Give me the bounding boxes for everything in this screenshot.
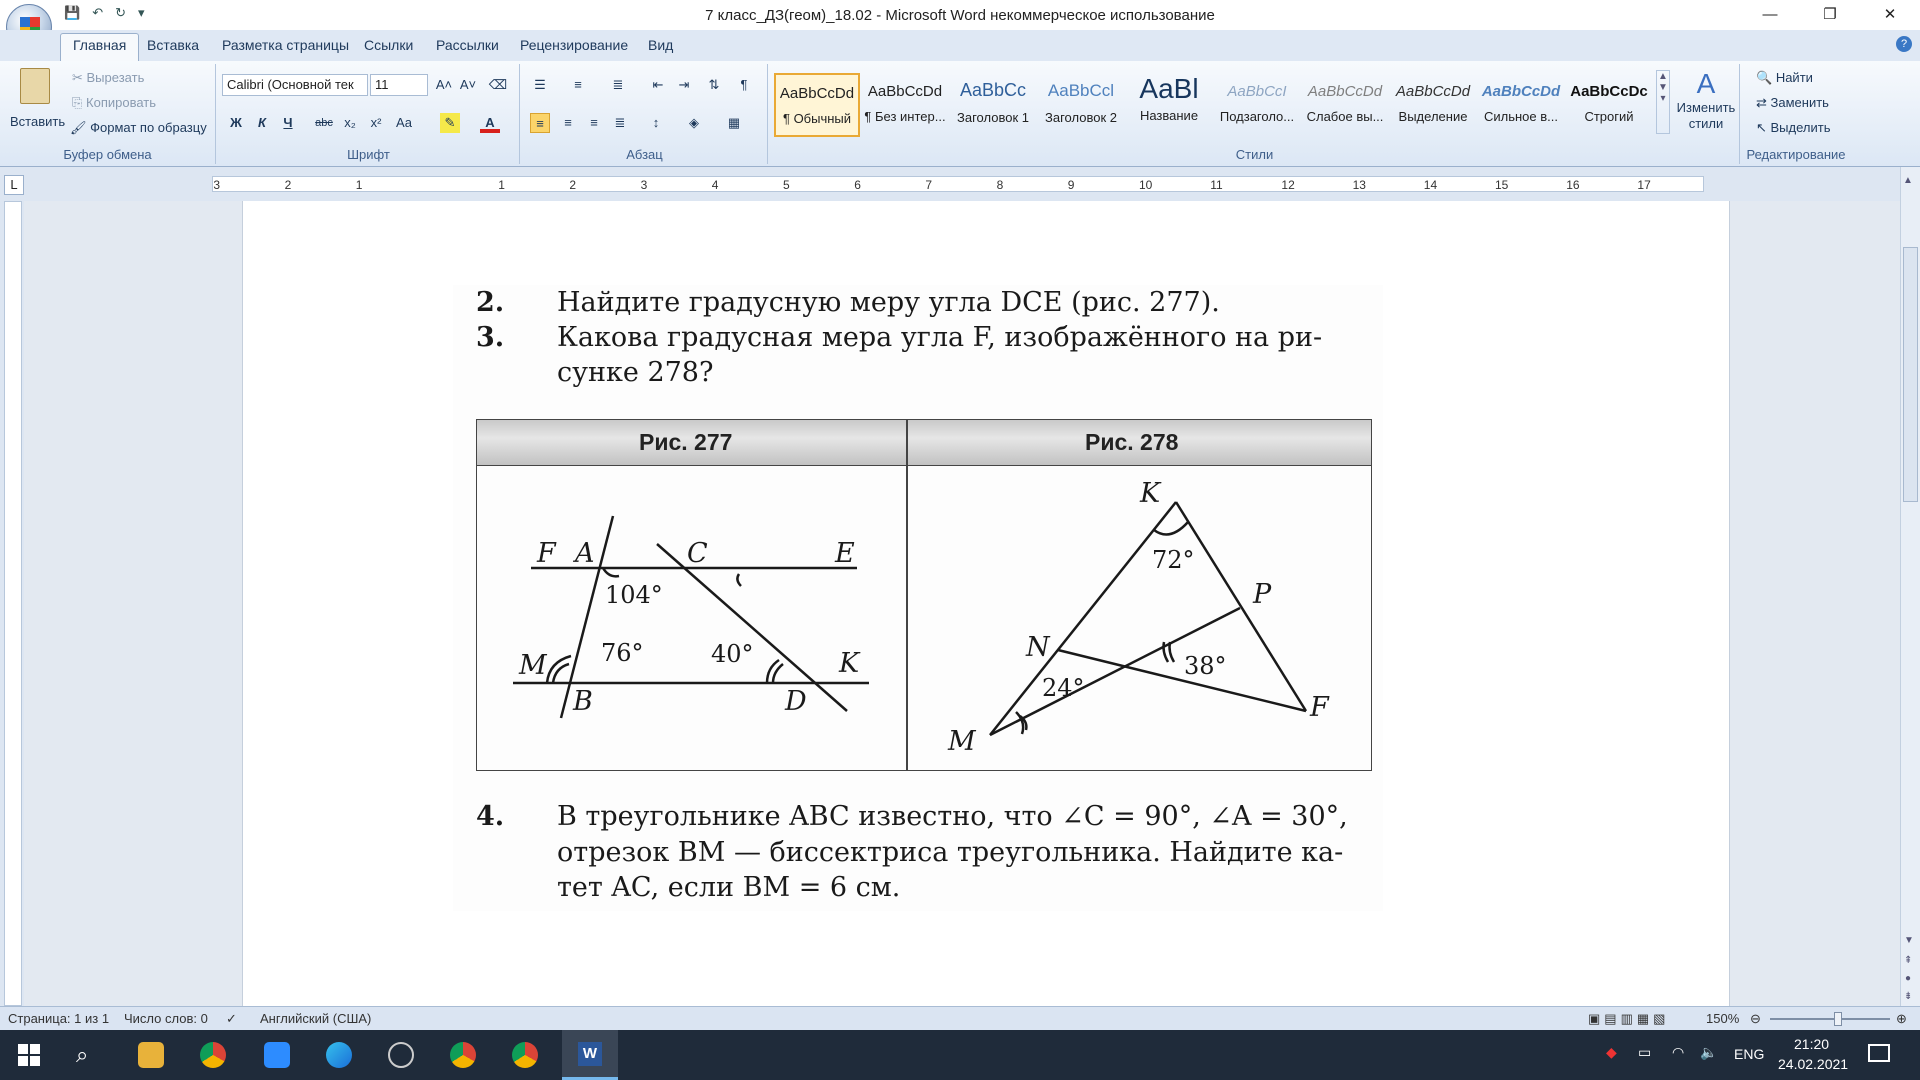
ruler-number: 1 (498, 178, 505, 192)
vertical-ruler[interactable] (4, 201, 22, 1006)
style-heading-1[interactable]: AaBbCc Заголовок 1 (957, 80, 1029, 125)
zoom-level[interactable]: 150% (1706, 1011, 1740, 1026)
ruler-number: 2 (284, 178, 292, 192)
notifications-icon[interactable] (1868, 1044, 1890, 1062)
strikethrough-button[interactable]: abc (315, 117, 333, 129)
angle-76: 76° (601, 639, 644, 667)
zoom-in-icon[interactable]: ⊕ (1896, 1011, 1907, 1026)
scroll-down-icon[interactable]: ▼ (1904, 935, 1914, 946)
angle-104: 104° (605, 581, 663, 609)
ruler-number: 15 (1495, 178, 1509, 192)
battery-tray-icon[interactable]: ▭ (1638, 1044, 1652, 1060)
tab-home[interactable]: Главная (60, 33, 139, 61)
highlight-icon[interactable]: ✎ (440, 113, 460, 133)
save-icon[interactable]: 💾 (64, 5, 81, 20)
antivirus-tray-icon[interactable]: ◆ (1606, 1044, 1617, 1060)
select-button[interactable]: ↖ Выделить (1756, 120, 1831, 135)
label-e: E (835, 538, 855, 569)
font-color-icon[interactable]: A (480, 113, 500, 133)
language-status[interactable]: Английский (США) (260, 1011, 372, 1026)
ruler-number: 11 (1210, 178, 1223, 192)
paragraph-label: Абзац (626, 147, 663, 162)
clipboard-label: Буфер обмена (63, 147, 152, 162)
angle-40: 40° (711, 640, 754, 668)
word-icon: W (578, 1042, 602, 1066)
view-buttons[interactable]: ▣▤▥▦▧ (1588, 1011, 1670, 1026)
page-count[interactable]: Страница: 1 из 1 (8, 1011, 110, 1026)
zoom-out-icon[interactable]: ⊖ (1750, 1011, 1761, 1026)
customize-qat-icon[interactable]: ▾ (138, 5, 145, 20)
italic-button[interactable]: К (258, 115, 266, 130)
file-explorer-icon[interactable] (138, 1042, 164, 1068)
browse-object-icon[interactable]: ● (1905, 973, 1912, 984)
style-title[interactable]: AaBl Название (1139, 73, 1199, 123)
ruler-number: 14 (1423, 178, 1438, 192)
ruler-number: 17 (1637, 178, 1651, 192)
title-bar (0, 0, 1920, 30)
editing-group (1742, 64, 1850, 164)
zoom-slider[interactable] (1770, 1018, 1890, 1020)
paragraph-group (522, 64, 768, 164)
font-size-select[interactable]: 11 (370, 74, 428, 96)
fig277-caption: Рис. 277 (639, 429, 733, 455)
styles-group (770, 64, 1740, 164)
underline-button[interactable]: Ч (283, 115, 293, 130)
vertical-scrollbar[interactable] (1900, 167, 1920, 1006)
font-name-select[interactable]: Calibri (Основной тек (222, 74, 368, 96)
borders-icon[interactable]: ▦ (727, 115, 741, 130)
prev-page-icon[interactable]: ⇞ (1904, 955, 1913, 966)
editing-label: Редактирование (1746, 147, 1846, 162)
document-area (24, 201, 1900, 1006)
language-indicator[interactable]: ENG (1734, 1046, 1765, 1062)
bold-button[interactable]: Ж (230, 115, 242, 130)
tab-view[interactable]: Вид (648, 37, 674, 53)
scissors-icon: ✂ (72, 70, 87, 85)
find-button[interactable]: 🔍 Найти (1756, 70, 1813, 85)
horizontal-ruler (0, 167, 1920, 201)
cursor-icon: ↖ (1756, 120, 1771, 135)
zoom-thumb[interactable] (1834, 1012, 1842, 1026)
label-f: F (537, 538, 556, 569)
align-left-icon[interactable]: ≡ (530, 113, 550, 133)
ruler-number: 7 (925, 178, 933, 192)
tab-selector[interactable]: L (4, 175, 24, 195)
paste-icon[interactable] (20, 68, 50, 104)
tab-references[interactable]: Ссылки (364, 37, 414, 53)
scroll-thumb[interactable] (1903, 247, 1918, 502)
sort-icon[interactable]: ⇅ (708, 77, 720, 92)
font-label: Шрифт (347, 147, 390, 162)
scroll-up-icon[interactable]: ▲ (1903, 175, 1913, 186)
style-intense-emphasis[interactable]: AaBbCcDd Сильное в... (1481, 83, 1561, 124)
style-heading-2[interactable]: AaBbCcl Заголовок 2 (1045, 81, 1117, 125)
brush-icon: 🖌 (70, 120, 91, 135)
show-marks-button[interactable]: ¶ (740, 77, 748, 92)
numbering-icon[interactable]: ≡ (574, 77, 582, 92)
font-group (218, 64, 520, 164)
copy-button[interactable]: ⎘ Копировать (72, 95, 157, 110)
ribbon-tabs (0, 30, 1920, 61)
help-icon[interactable]: ? (1896, 36, 1912, 52)
chrome-icon[interactable] (200, 1042, 226, 1068)
style-subtle-emphasis[interactable]: AaBbCcDd Слабое вы... (1306, 83, 1384, 124)
style-normal[interactable]: AaBbCcDd ¶ Обычный (774, 73, 860, 137)
style-subtitle[interactable]: AaBbCcI Подзаголо... (1219, 83, 1295, 124)
figure-278 (908, 466, 1372, 772)
styles-label: Стили (1235, 147, 1274, 162)
grow-font-button[interactable]: A˄ (435, 77, 453, 92)
ribbon (0, 61, 1920, 167)
replace-icon: ⇄ (1756, 95, 1771, 110)
edge-icon[interactable] (326, 1042, 352, 1068)
window-title: 7 класс_ДЗ(геом)_18.02 - Microsoft Word некоммерческое использование (705, 7, 1215, 24)
label-f: F (1310, 692, 1329, 723)
increase-indent-icon[interactable]: ⇥ (678, 77, 690, 92)
decrease-indent-icon[interactable]: ⇤ (652, 77, 664, 92)
clock-time[interactable]: 21:20 (1794, 1036, 1830, 1052)
label-p: P (1253, 579, 1272, 610)
change-case-button[interactable]: Aa (396, 115, 412, 130)
ruler-number: 6 (854, 178, 861, 192)
align-right-icon[interactable]: ≡ (590, 115, 598, 130)
tab-review[interactable]: Рецензирование (520, 37, 629, 53)
label-m: M (948, 726, 976, 757)
zoom-app-icon[interactable] (264, 1042, 290, 1068)
minimize-button[interactable]: — (1762, 6, 1778, 23)
change-styles-icon: A (1696, 68, 1716, 99)
tab-page-layout[interactable]: Разметка страницы (222, 37, 350, 53)
label-d: D (785, 686, 807, 717)
shrink-font-button[interactable]: A˅ (459, 77, 477, 92)
bullets-icon[interactable]: ☰ (534, 77, 546, 92)
ruler-number: 5 (783, 178, 790, 192)
style-no-spacing[interactable]: AaBbCcDd ¶ Без интер... (864, 83, 946, 124)
ruler-number: 3 (213, 178, 221, 192)
label-k: K (839, 648, 860, 679)
superscript-button[interactable]: x² (370, 115, 382, 130)
label-b: B (573, 686, 593, 717)
change-styles-button[interactable]: A Изменить стили (1676, 68, 1736, 131)
ruler-number: 9 (1067, 178, 1075, 192)
ruler-number: 10 (1139, 178, 1153, 192)
label-k: K (1140, 478, 1161, 509)
ruler-number: 1 (355, 178, 363, 192)
ruler-number: 4 (711, 178, 719, 192)
shading-icon[interactable]: ◈ (689, 115, 699, 130)
clock-date[interactable]: 24.02.2021 (1778, 1056, 1849, 1072)
paste-button[interactable]: Вставить (10, 114, 66, 129)
document-page[interactable]: 2. Найдите градусную меру угла DCE (рис. 277). 3. Какова градусная мера угла F, изображённого на ри- сунке 278? Рис. 277 Рис. 278 F A C E M B D K 104° 76° 40° K P N M F 72° 38° 24° 4. В треугольнике ABC известно, что ∠C = 90°, ∠A = 30°, отрезок BM — биссектриса треугольника. Найдите ка- тет AC, если BM = 6 см. (242, 201, 1730, 1006)
ruler-number: 13 (1352, 178, 1366, 192)
ruler-number: 2 (569, 178, 577, 192)
clipboard-group (0, 64, 216, 164)
chrome-profile2-icon[interactable] (512, 1042, 538, 1068)
figures-table (476, 419, 1372, 771)
label-n: N (1026, 632, 1050, 663)
label-m: M (519, 650, 547, 681)
multilevel-list-icon[interactable]: ≣ (612, 77, 624, 92)
clear-format-button[interactable]: ⌫ (488, 77, 508, 92)
figure-277 (477, 466, 907, 772)
angle-24: 24° (1042, 674, 1085, 702)
justify-icon[interactable]: ≣ (614, 115, 626, 130)
cut-button[interactable]: ✂ Вырезать (72, 70, 145, 85)
line-spacing-icon[interactable]: ↕ (652, 115, 660, 130)
spellcheck-icon[interactable]: ✓ (226, 1011, 237, 1026)
windows-taskbar (0, 1030, 1920, 1080)
style-strong[interactable]: AaBbCcDc Строгий (1570, 83, 1648, 124)
start-icon[interactable] (18, 1044, 40, 1066)
align-center-icon[interactable]: ≡ (564, 115, 572, 130)
ruler-number: 16 (1566, 178, 1580, 192)
ruler-bar[interactable] (212, 176, 1704, 192)
undo-icon[interactable]: ↶ (92, 5, 104, 20)
chrome-profile-icon[interactable] (450, 1042, 476, 1068)
search-icon[interactable]: ⌕ (76, 1042, 89, 1067)
ruler-number: 12 (1281, 178, 1295, 192)
copy-icon: ⎘ (72, 95, 87, 110)
styles-scroll[interactable]: ▲ ▼ ▾ (1656, 70, 1670, 134)
tab-mailings[interactable]: Рассылки (436, 37, 499, 53)
next-page-icon[interactable]: ⇟ (1904, 991, 1913, 1002)
format-painter-button[interactable]: 🖌 Формат по образцу (70, 120, 207, 135)
obs-icon[interactable] (388, 1042, 414, 1068)
angle-72: 72° (1152, 546, 1195, 574)
ruler-number: 8 (996, 178, 1004, 192)
maximize-button[interactable]: ❐ (1823, 6, 1837, 23)
replace-button[interactable]: ⇄ Заменить (1756, 95, 1829, 110)
fig278-caption: Рис. 278 (1085, 429, 1179, 455)
subscript-button[interactable]: x₂ (344, 115, 356, 130)
word-taskbar-button[interactable] (562, 1030, 618, 1080)
volume-tray-icon[interactable]: 🔈 (1700, 1044, 1718, 1060)
angle-38: 38° (1184, 652, 1227, 680)
wifi-tray-icon[interactable]: ◠ (1672, 1044, 1685, 1060)
style-emphasis[interactable]: AaBbCcDd Выделение (1395, 83, 1471, 124)
ruler-number: 3 (640, 178, 648, 192)
status-bar (0, 1006, 1920, 1030)
binoculars-icon: 🔍 (1756, 70, 1776, 85)
redo-icon[interactable]: ↻ (115, 5, 126, 20)
word-count[interactable]: Число слов: 0 (124, 1011, 208, 1026)
close-button[interactable]: ✕ (1883, 6, 1897, 23)
label-c: C (687, 538, 708, 569)
figures-header (477, 420, 1371, 466)
tab-insert[interactable]: Вставка (147, 37, 200, 53)
label-a: A (575, 538, 595, 569)
